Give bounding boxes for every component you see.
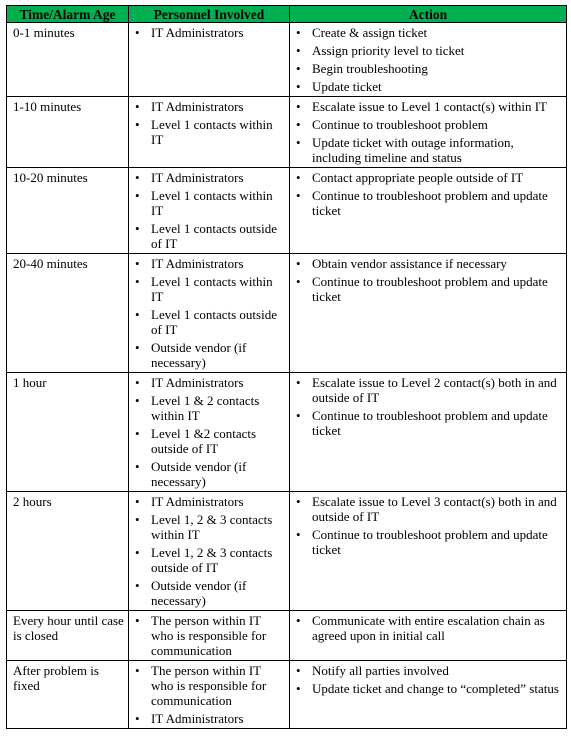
list-item: • IT Administrators <box>133 375 285 390</box>
list-item: • Continue to troubleshoot problem <box>294 117 562 132</box>
personnel-list <box>133 613 285 658</box>
list-item: • IT Administrators <box>133 25 285 40</box>
table-row <box>7 97 567 168</box>
list-item: • Continue to troubleshoot problem and update ticket <box>294 408 562 438</box>
time-alarm-age-cell: Every hour until case is closed <box>7 611 129 661</box>
list-item: • Level 1 contacts outside of IT <box>133 221 285 251</box>
list-item: • Communicate with entire escalation chain as agreed upon in initial call <box>294 613 562 643</box>
action-cell <box>290 254 567 373</box>
action-cell <box>290 23 567 97</box>
action-cell <box>290 611 567 661</box>
list-item: • Level 1 & 2 contacts within IT <box>133 393 285 423</box>
list-item: • The person within IT who is responsible for communication <box>133 663 285 708</box>
list-item: • IT Administrators <box>133 170 285 185</box>
list-item: • Level 1 contacts within IT <box>133 117 285 147</box>
action-cell <box>290 661 567 729</box>
personnel-list <box>133 256 285 370</box>
table-row <box>7 611 567 661</box>
list-item: • Continue to troubleshoot problem and update ticket <box>294 527 562 557</box>
action-list <box>294 494 562 557</box>
time-alarm-age-cell: After problem is fixed <box>7 661 129 729</box>
list-item: • Outside vendor (if necessary) <box>133 340 285 370</box>
list-item: • IT Administrators <box>133 711 285 726</box>
action-cell <box>290 373 567 492</box>
escalation-table-wrapper <box>6 5 567 729</box>
time-alarm-age-cell: 0-1 minutes <box>7 23 129 97</box>
action-list <box>294 170 562 218</box>
list-item: • Level 1, 2 & 3 contacts within IT <box>133 512 285 542</box>
header-personnel-involved: Personnel Involved <box>129 6 290 23</box>
list-item: • Notify all parties involved <box>294 663 562 678</box>
table-row <box>7 168 567 254</box>
personnel-list <box>133 25 285 40</box>
list-item: • Begin troubleshooting <box>294 61 562 76</box>
list-item: • IT Administrators <box>133 256 285 271</box>
personnel-list <box>133 170 285 251</box>
list-item: • Escalate issue to Level 2 contact(s) both in and outside of IT <box>294 375 562 405</box>
list-item: • Update ticket <box>294 79 562 94</box>
action-list <box>294 375 562 438</box>
list-item: • Update ticket and change to “completed” status <box>294 681 562 696</box>
list-item: • Update ticket with outage information, including timeline and status <box>294 135 562 165</box>
action-list <box>294 25 562 94</box>
personnel-list <box>133 663 285 726</box>
header-row <box>7 6 567 23</box>
personnel-cell <box>129 373 290 492</box>
table-row <box>7 373 567 492</box>
personnel-cell <box>129 611 290 661</box>
list-item: • Outside vendor (if necessary) <box>133 459 285 489</box>
escalation-table <box>6 5 567 729</box>
action-cell <box>290 492 567 611</box>
list-item: • IT Administrators <box>133 99 285 114</box>
list-item: • Contact appropriate people outside of IT <box>294 170 562 185</box>
list-item: • Level 1 contacts outside of IT <box>133 307 285 337</box>
list-item: • IT Administrators <box>133 494 285 509</box>
action-list <box>294 256 562 304</box>
personnel-cell <box>129 492 290 611</box>
personnel-list <box>133 375 285 489</box>
personnel-list <box>133 99 285 147</box>
personnel-cell <box>129 23 290 97</box>
action-cell <box>290 168 567 254</box>
list-item: • Level 1, 2 & 3 contacts outside of IT <box>133 545 285 575</box>
action-list <box>294 99 562 165</box>
personnel-list <box>133 494 285 608</box>
personnel-cell <box>129 168 290 254</box>
time-alarm-age-cell: 1 hour <box>7 373 129 492</box>
time-alarm-age-cell: 20-40 minutes <box>7 254 129 373</box>
table-row <box>7 23 567 97</box>
action-list <box>294 613 562 643</box>
header-action: Action <box>290 6 567 23</box>
list-item: • Escalate issue to Level 3 contact(s) both in and outside of IT <box>294 494 562 524</box>
list-item: • Assign priority level to ticket <box>294 43 562 58</box>
table-row <box>7 492 567 611</box>
list-item: • Continue to troubleshoot problem and update ticket <box>294 188 562 218</box>
table-body <box>7 23 567 729</box>
time-alarm-age-cell: 2 hours <box>7 492 129 611</box>
header-time-alarm-age: Time/Alarm Age <box>7 6 129 23</box>
time-alarm-age-cell: 1-10 minutes <box>7 97 129 168</box>
list-item: • Level 1 contacts within IT <box>133 274 285 304</box>
list-item: • Create & assign ticket <box>294 25 562 40</box>
list-item: • Level 1 contacts within IT <box>133 188 285 218</box>
personnel-cell <box>129 661 290 729</box>
list-item: • Continue to troubleshoot problem and update ticket <box>294 274 562 304</box>
list-item: • The person within IT who is responsible for communication <box>133 613 285 658</box>
time-alarm-age-cell: 10-20 minutes <box>7 168 129 254</box>
list-item: • Obtain vendor assistance if necessary <box>294 256 562 271</box>
list-item: • Level 1 &2 contacts outside of IT <box>133 426 285 456</box>
personnel-cell <box>129 254 290 373</box>
action-cell <box>290 97 567 168</box>
list-item: • Outside vendor (if necessary) <box>133 578 285 608</box>
table-row <box>7 254 567 373</box>
personnel-cell <box>129 97 290 168</box>
table-row <box>7 661 567 729</box>
action-list <box>294 663 562 696</box>
list-item: • Escalate issue to Level 1 contact(s) within IT <box>294 99 562 114</box>
